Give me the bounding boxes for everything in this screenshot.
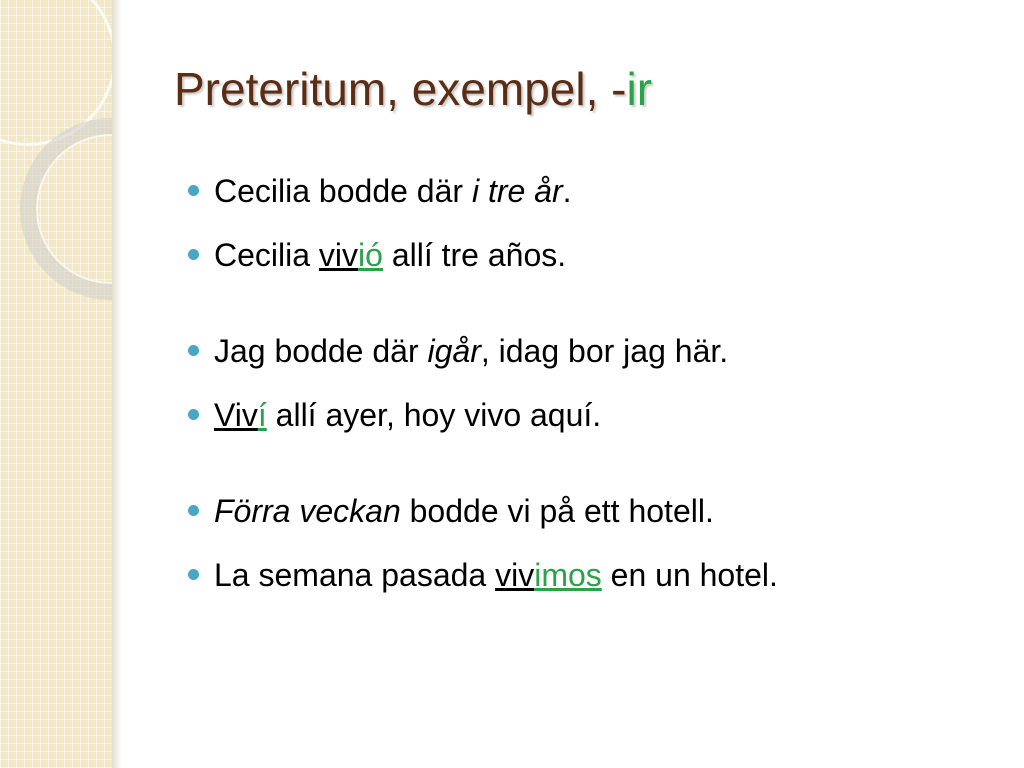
bullet-italic: Förra veckan bbox=[214, 493, 401, 529]
slide-title bbox=[174, 62, 652, 116]
bullet-text: La semana pasada bbox=[214, 557, 496, 593]
sidebar-shadow bbox=[112, 0, 122, 768]
bullet-item bbox=[188, 172, 984, 210]
title-main: Preteritum, exempel, - bbox=[174, 63, 627, 115]
verb-ending: í bbox=[257, 397, 267, 433]
bullet-dot-icon bbox=[188, 185, 199, 196]
bullet-item bbox=[188, 236, 984, 274]
bullet-dot-icon bbox=[188, 569, 199, 580]
bullet-dot-icon bbox=[188, 345, 199, 356]
bullet-text: allí ayer, hoy vivo aquí. bbox=[266, 397, 602, 433]
bullet-item bbox=[188, 492, 984, 530]
bullet-list bbox=[188, 172, 984, 594]
bullet-dot-icon bbox=[188, 409, 199, 420]
bullet-italic: i tre år bbox=[471, 173, 563, 209]
bullet-dot-icon bbox=[188, 249, 199, 260]
verb-stem: Viv bbox=[214, 397, 258, 433]
bullet-text: bodde vi på ett hotell. bbox=[400, 493, 714, 529]
bullet-text: . bbox=[562, 173, 572, 209]
verb-ending: imos bbox=[534, 557, 602, 593]
title-accent: ir bbox=[626, 63, 653, 115]
bullet-item bbox=[188, 556, 984, 594]
bullet-italic: igår bbox=[427, 333, 481, 369]
bullet-text: Cecilia bbox=[214, 237, 319, 273]
verb-stem: viv bbox=[495, 557, 535, 593]
bullet-text: , idag bor jag här. bbox=[480, 333, 729, 369]
verb-stem: viv bbox=[318, 237, 359, 273]
bullet-dot-icon bbox=[188, 505, 199, 516]
decorative-sidebar bbox=[0, 0, 112, 768]
bullet-text: Cecilia bodde där bbox=[214, 173, 472, 209]
bullet-text: en un hotel. bbox=[601, 557, 778, 593]
bullet-text: allí tre años. bbox=[382, 237, 567, 273]
bullet-item bbox=[188, 396, 984, 434]
bullet-item bbox=[188, 332, 984, 370]
bullet-text: Jag bodde där bbox=[214, 333, 428, 369]
verb-ending: ió bbox=[358, 237, 383, 273]
